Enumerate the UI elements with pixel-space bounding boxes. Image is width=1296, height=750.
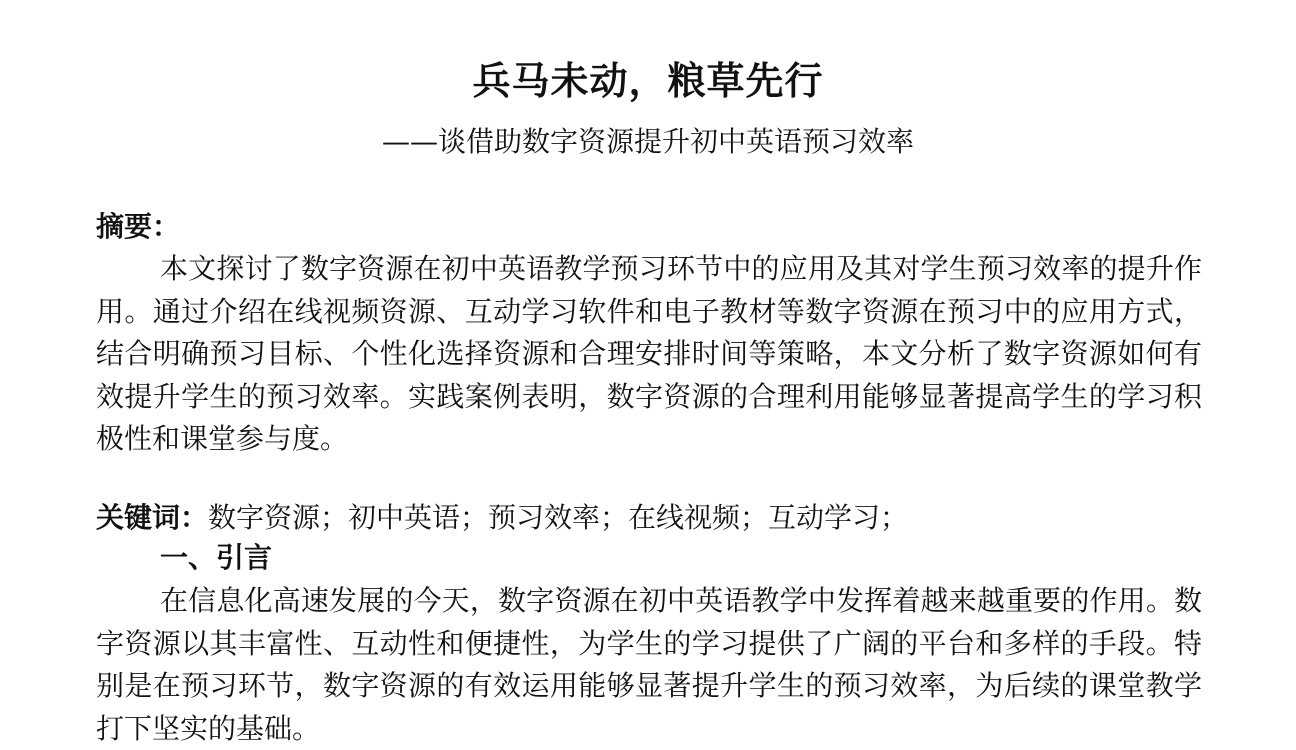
abstract-paragraph: 本文探讨了数字资源在初中英语教学预习环节中的应用及其对学生预习效率的提升作用。通过介绍在线视频资源、互动学习软件和电子教材等数字资源在预习中的应用方式，结合明确预习目标、个性化选择资源和合理安排时间等策略，本文分析了数字资源如何有效提升学生的预习效率。实践案例表明，数字资源的合理利用能够显著提高学生的学习积极性和课堂参与度。	[96, 252, 1202, 456]
section-heading-introduction: 一、引言	[160, 541, 273, 574]
keywords-list: 数字资源；初中英语；预习效率；在线视频；互动学习；	[208, 501, 909, 534]
abstract-label: 摘要：	[96, 210, 181, 243]
keywords-line	[96, 498, 908, 538]
keywords-label: 关键词：	[96, 501, 209, 534]
document-title: 兵马未动，粮草先行	[472, 58, 824, 103]
introduction-paragraph: 在信息化高速发展的今天，数字资源在初中英语教学中发挥着越来越重要的作用。数字资源以其丰富性、互动性和便捷性，为学生的学习提供了广阔的平台和多样的手段。特别是在预习环节，数字资源的有效运用能够显著提升学生的预习效率，为后续的课堂教学打下坚实的基础。	[96, 584, 1202, 745]
document-subtitle: ——谈借助数字资源提升初中英语预习效率	[381, 125, 914, 158]
